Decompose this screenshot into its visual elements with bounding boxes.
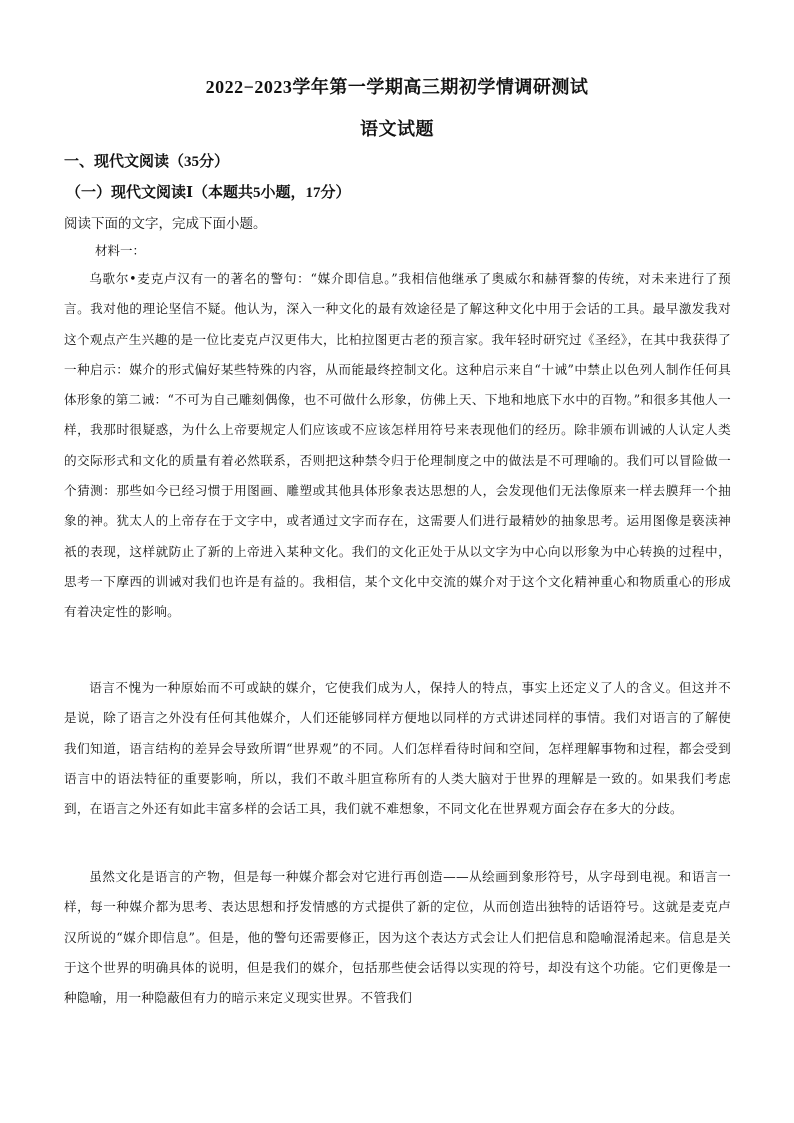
paragraph-1: [64, 264, 731, 628]
paragraph-text: 语言不愧为一种原始而不可或缺的媒介，它使我们成为人，保持人的特点，事实上还定义了人的含义。但这并不是说，除了语言之外没有任何其他媒介，人们还能够同样方便地以同样的方式讲述同样的事情。我们对语言的了解使我们知道，语言结构的差异会导致所谓“世界观”的不同。人们怎样看待时间和空间，怎样理解事物和过程，都会受到语言中的语法特征的重要影响，所以，我们不敢斗胆宣称所有的人类大脑对于世界的理解是一致的。如果我们考虑到，在语言之外还有如此丰富多样的会话工具，我们就不难想象，不同文化在世界观方面会存在多大的分歧。: [64, 680, 731, 817]
material-label: 材料一：: [95, 243, 146, 258]
subsection-heading: （一）现代文阅读Ⅰ（本题共5小题，17分）: [66, 185, 351, 201]
section-heading: 一、现代文阅读（35分）: [64, 154, 230, 170]
paragraph-text: 乌歌尔•麦克卢汉有一的著名的警句：“媒介即信息。”我相信他继承了奥威尔和赫胥黎的传统，对未来进行了预言。我对他的理论坚信不疑。他认为，深入一种文化的最有效途径是了解这种文化中用于会话的工具。最早激发我对这个观点产生兴趣的是一位比麦克卢汉更伟大，比柏拉图更古老的预言家。我年轻时研究过《圣经》，在其中我获得了一种启示：媒介的形式偏好某些特殊的内容，从而能最终控制文化。这种启示来自“十诫”中禁止以色列人制作任何具体形象的第二诫：“不可为自己雕刻偶像，也不可做什么形象，仿佛上天、下地和地底下水中的百物。”和很多其他人一样，我那时很疑惑，为什么上帝要规定人们应该或不应该怎样用符号来表现他们的经历。除非颁布训诫的人认定人类的交际形式和文化的质量有着必然联系，否则把这种禁令归于伦理制度之中的做法是不可理喻的。我们可以冒险做一个猜测：那些如今已经习惯于用图画、雕塑或其他具体形象表达思想的人，会发现他们无法像原来一样去膜拜一个抽象的神。犹太人的上帝存在于文字中，或者通过文字而存在，这需要人们进行最精妙的抽象思考。运用图像是亵渎神祇的表现，这样就防止了新的上帝进入某种文化。我们的文化正处于从以文字为中心向以形象为中心转换的过程中，思考一下摩西的训诫对我们也许是有益的。我相信，某个文化中交流的媒介对于这个文化精神重心和物质重心的形成有着决定性的影响。: [64, 271, 731, 620]
document-subtitle: 语文试题: [360, 119, 434, 139]
paragraph-text: 虽然文化是语言的产物，但是每一种媒介都会对它进行再创造——从绘画到象形符号，从字母到电视。和语言一样，每一种媒介都为思考、表达思想和抒发情感的方式提供了新的定位，从而创造出独特的话语符号。这就是麦克卢汉所说的“媒介即信息”。但是，他的警句还需要修正，因为这个表达方式会让人们把信息和隐喻混淆起来。信息是关于这个世界的明确具体的说明，但是我们的媒介，包括那些使会话得以实现的符号，却没有这个功能。它们更像是一种隐喻，用一种隐蔽但有力的暗示来定义现实世界。不管我们: [64, 869, 731, 1006]
reading-instruction: 阅读下面的文字，完成下面小题。: [64, 216, 267, 232]
paragraph-3: [64, 862, 731, 1013]
document-title: 2022−2023学年第一学期高三期初学情调研测试: [205, 77, 589, 97]
paragraph-2: [64, 673, 731, 824]
